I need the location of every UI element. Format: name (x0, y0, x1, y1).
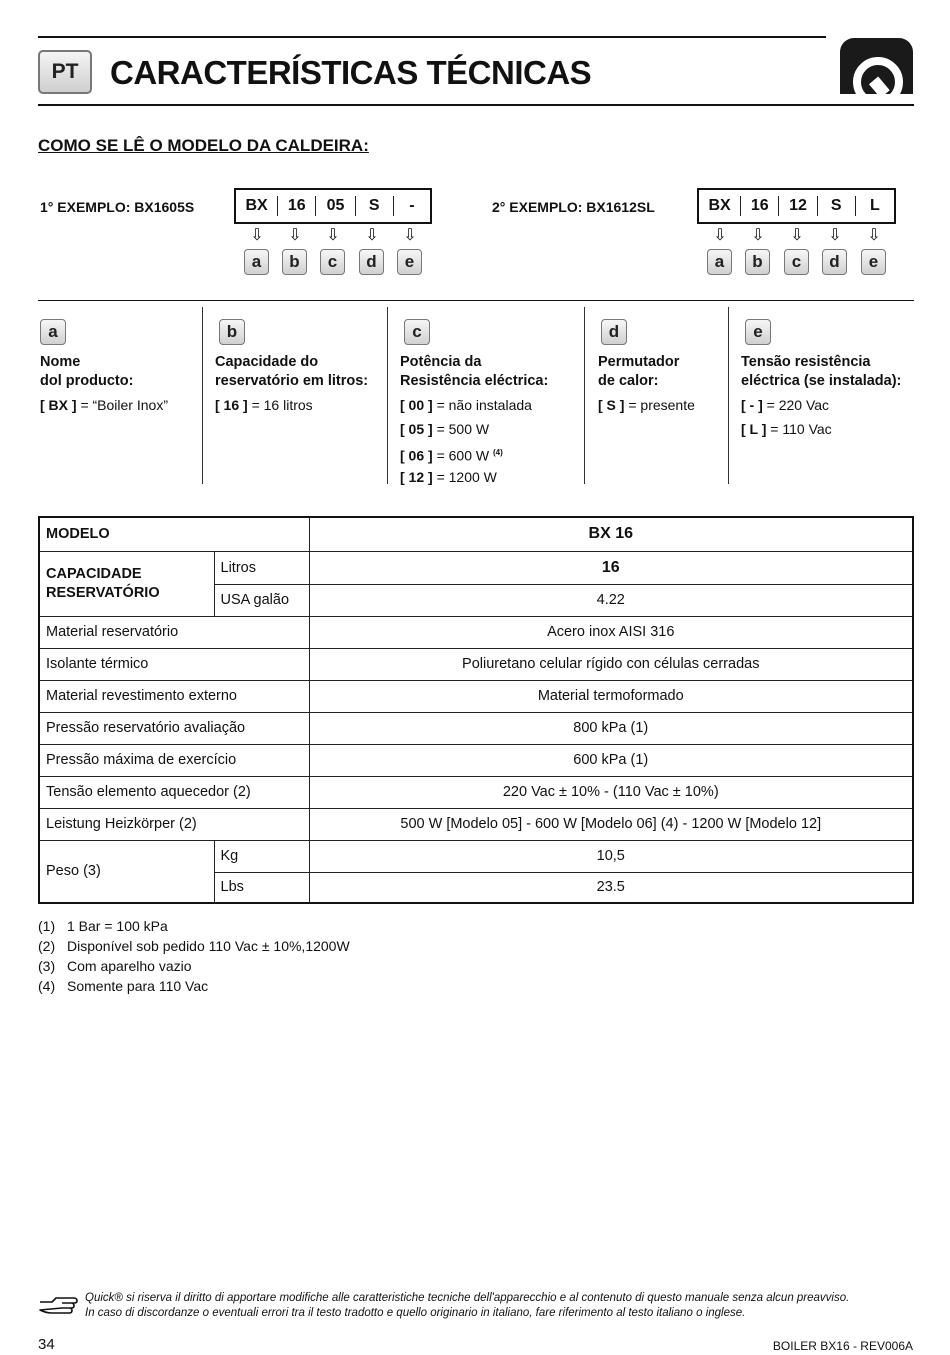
table-cell: Material termoformado (309, 680, 913, 712)
down-arrow-icon: ⇩ (867, 227, 881, 244)
column-divider (584, 307, 585, 484)
table-row (39, 744, 913, 776)
letter-key-e: e (861, 249, 886, 275)
table-cell: 10,5 (309, 840, 913, 872)
table-row (39, 808, 913, 840)
letter-key-b: b (282, 249, 307, 275)
letter-key-c: c (784, 249, 809, 275)
code-cell: - (393, 196, 430, 216)
down-arrow-icon: ⇩ (250, 227, 264, 244)
code-cell: 05 (315, 196, 354, 216)
disclaimer-text (85, 1291, 849, 1321)
legend-line: [ 16 ] = 16 litros (215, 397, 313, 413)
legend-key-b: b (219, 319, 245, 345)
table-cell: USA galão (214, 584, 309, 616)
table-row (39, 551, 913, 584)
legend-heading-line: Permutador (598, 354, 680, 370)
disclaimer-line: In caso di discordanze o eventuali errori tra il testo tradotto e quello originario in italiano, fare riferimento al testo italiano o inglese. (85, 1307, 746, 1319)
legend-heading-line: dol producto: (40, 373, 134, 389)
column-divider (387, 307, 388, 484)
table-cell: Lbs (214, 872, 309, 903)
legend-heading-line: Nome (40, 354, 81, 370)
legend-line: [ S ] = presente (598, 397, 695, 413)
table-row (39, 712, 913, 744)
table-row (39, 648, 913, 680)
table-cell: Pressão reservatório avaliação (39, 712, 309, 744)
legend-key-c: c (404, 319, 430, 345)
down-arrow-icon: ⇩ (403, 227, 417, 244)
legend-line: [ L ] = 110 Vac (741, 421, 832, 437)
legend-heading-line: Tensão resistência (741, 354, 871, 370)
down-arrow-icon: ⇩ (326, 227, 340, 244)
legend-top-rule (38, 300, 914, 301)
table-cell: Kg (214, 840, 309, 872)
legend-heading-b (215, 353, 368, 391)
pointing-hand-icon (38, 1294, 78, 1323)
table-cell: Isolante térmico (39, 648, 309, 680)
table-row (39, 840, 913, 872)
table-cell: Material revestimento externo (39, 680, 309, 712)
table-cell: MODELO (39, 517, 309, 551)
document-reference: BOILER BX16 - REV006A (772, 1339, 913, 1353)
legend-heading-line: Resistência eléctrica: (400, 373, 549, 389)
letter-key-a: a (707, 249, 732, 275)
table-cell: 220 Vac ± 10% - (110 Vac ± 10%) (309, 776, 913, 808)
table-cell: Pressão máxima de exercício (39, 744, 309, 776)
example-1-label: 1° EXEMPLO: BX1605S (40, 199, 195, 215)
table-cell: BX 16 (309, 517, 913, 551)
table-cell: Litros (214, 551, 309, 584)
legend-heading-line: Potência da (400, 354, 482, 370)
code-cell: 16 (740, 196, 778, 216)
legend-heading-line: de calor: (598, 373, 659, 389)
legend-heading-c (400, 353, 548, 391)
letter-key-a: a (244, 249, 269, 275)
spec-table (38, 516, 914, 904)
table-cell: CAPACIDADE RESERVATÓRIO (39, 551, 214, 616)
example-1-code-box (234, 188, 432, 224)
quick-logo-icon (840, 38, 913, 94)
footnotes (38, 916, 350, 996)
table-row (39, 680, 913, 712)
footnote: (1) 1 Bar = 100 kPa (38, 918, 168, 934)
legend-key-d: d (601, 319, 627, 345)
column-divider (728, 307, 729, 484)
letter-key-d: d (359, 249, 384, 275)
footnote: (4) Somente para 110 Vac (38, 978, 209, 994)
legend-line: [ 12 ] = 1200 W (400, 469, 497, 485)
table-cell: Leistung Heizkörper (2) (39, 808, 309, 840)
legend-line: [ - ] = 220 Vac (741, 397, 830, 413)
section-subtitle: COMO SE LÊ O MODELO DA CALDEIRA: (38, 136, 369, 155)
code-cell: S (817, 196, 855, 216)
down-arrow-icon: ⇩ (713, 227, 727, 244)
header-top-rule (38, 36, 826, 38)
letter-key-e: e (397, 249, 422, 275)
code-cell: 16 (277, 196, 315, 216)
down-arrow-icon: ⇩ (790, 227, 804, 244)
table-row (39, 776, 913, 808)
table-cell: 500 W [Modelo 05] - 600 W [Modelo 06] (4) - 1200 W [Modelo 12] (309, 808, 913, 840)
down-arrow-icon: ⇩ (365, 227, 379, 244)
legend-heading-line: eléctrica (se instalada): (741, 373, 902, 389)
footnote: (2) Disponível sob pedido 110 Vac ± 10%,1200W (38, 938, 350, 954)
legend-heading-d (598, 353, 679, 391)
page-title: CARACTERÍSTICAS TÉCNICAS (110, 54, 592, 91)
legend-key-a: a (40, 319, 66, 345)
page-number: 34 (38, 1336, 55, 1353)
down-arrow-icon: ⇩ (288, 227, 302, 244)
code-cell: 12 (778, 196, 816, 216)
down-arrow-icon: ⇩ (828, 227, 842, 244)
table-cell: Material reservatório (39, 616, 309, 648)
table-cell: Tensão elemento aquecedor (2) (39, 776, 309, 808)
example-2-label: 2° EXEMPLO: BX1612SL (492, 199, 655, 215)
footnote: (3) Com aparelho vazio (38, 958, 192, 974)
legend-line: [ 00 ] = não instalada (400, 397, 532, 413)
legend-key-e: e (745, 319, 771, 345)
table-cell: 4.22 (309, 584, 913, 616)
letter-key-d: d (822, 249, 847, 275)
code-cell: S (355, 196, 393, 216)
table-cell: 600 kPa (1) (309, 744, 913, 776)
legend-line: [ 05 ] = 500 W (400, 421, 490, 437)
code-cell: BX (708, 197, 731, 214)
example-2-code-box (697, 188, 896, 224)
down-arrow-icon: ⇩ (751, 227, 765, 244)
table-row (39, 616, 913, 648)
legend-heading-a (40, 353, 133, 391)
letter-key-c: c (320, 249, 345, 275)
legend-line: [ 06 ] = 600 W $^{(4)}$ (400, 447, 503, 464)
table-cell: 800 kPa (1) (309, 712, 913, 744)
table-cell: 23.5 (309, 872, 913, 903)
table-cell: 16 (309, 551, 913, 584)
language-badge: PT (38, 50, 92, 94)
disclaimer-line: Quick® si riserva il diritto di apportare modifiche alle caratteristiche tecniche dell'apparecchio e al contenuto di questo manuale senza alcun preavviso. (85, 1292, 850, 1304)
table-cell: Peso (3) (39, 840, 214, 903)
table-row (39, 517, 913, 551)
header-bottom-rule (38, 104, 914, 106)
letter-key-b: b (745, 249, 770, 275)
column-divider (202, 307, 203, 484)
code-cell: L (855, 196, 894, 216)
code-cell: BX (245, 197, 268, 214)
table-cell: Acero inox AISI 316 (309, 616, 913, 648)
legend-heading-line: Capacidade do (215, 354, 319, 370)
table-cell: Poliuretano celular rígido con células cerradas (309, 648, 913, 680)
legend-line: [ BX ] = “Boiler Inox” (40, 397, 168, 413)
legend-heading-line: reservatório em litros: (215, 373, 369, 389)
legend-heading-e (741, 353, 901, 391)
